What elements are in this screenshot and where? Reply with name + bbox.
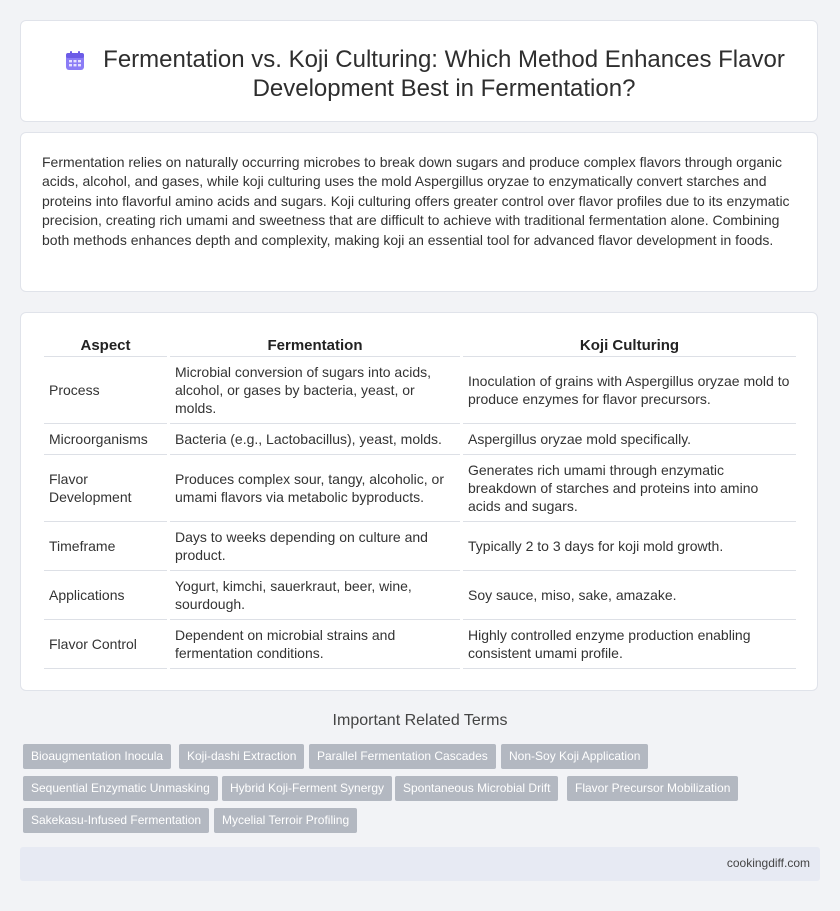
table-row <box>44 424 796 455</box>
table-row <box>44 620 796 669</box>
table-cell: Inoculation of grains with Aspergillus oryzae mold to produce enzymes for flavor precursors. <box>463 357 796 424</box>
footer-site-link[interactable]: cookingdiff.com <box>726 856 810 870</box>
table-cell: Bacteria (e.g., Lactobacillus), yeast, molds. <box>170 424 460 455</box>
table-cell: Flavor Control <box>44 620 167 669</box>
title-card <box>20 20 818 122</box>
table-cell: Produces complex sour, tangy, alcoholic, or umami flavors via metabolic byproducts. <box>170 455 460 522</box>
table-cell: Aspergillus oryzae mold specifically. <box>463 424 796 455</box>
related-term-tag[interactable]: Bioaugmentation Inocula <box>23 744 171 769</box>
table-cell: Timeframe <box>44 522 167 571</box>
related-term-tag[interactable]: Parallel Fermentation Cascades <box>309 744 496 769</box>
table-cell: Yogurt, kimchi, sauerkraut, beer, wine, sourdough. <box>170 571 460 620</box>
table-cell: Generates rich umami through enzymatic breakdown of starches and proteins into amino acids and sugars. <box>463 455 796 522</box>
table-cell: Process <box>44 357 167 424</box>
table-cell: Typically 2 to 3 days for koji mold growth. <box>463 522 796 571</box>
table-row <box>44 522 796 571</box>
table-row <box>44 455 796 522</box>
related-term-tag[interactable]: Sakekasu-Infused Fermentation <box>23 808 209 833</box>
table-cell: Soy sauce, miso, sake, amazake. <box>463 571 796 620</box>
header-fermentation: Fermentation <box>170 334 460 357</box>
related-term-tag[interactable]: Mycelial Terroir Profiling <box>214 808 357 833</box>
table-cell: Days to weeks depending on culture and product. <box>170 522 460 571</box>
related-term-tag[interactable]: Sequential Enzymatic Unmasking <box>23 776 218 801</box>
related-term-tag[interactable]: Spontaneous Microbial Drift <box>395 776 558 801</box>
related-term-tag[interactable]: Hybrid Koji-Ferment Synergy <box>222 776 392 801</box>
table-cell: Applications <box>44 571 167 620</box>
intro-card <box>20 132 818 292</box>
table-cell: Dependent on microbial strains and fermentation conditions. <box>170 620 460 669</box>
table-cell: Microbial conversion of sugars into acids, alcohol, or gases by bacteria, yeast, or molds. <box>170 357 460 424</box>
table-cell: Flavor Development <box>44 455 167 522</box>
related-term-tag[interactable]: Non-Soy Koji Application <box>501 744 648 769</box>
header-koji-culturing: Koji Culturing <box>463 334 796 357</box>
table-cell: Highly controlled enzyme production enabling consistent umami profile. <box>463 620 796 669</box>
comparison-table <box>41 334 799 669</box>
related-term-tag[interactable]: Flavor Precursor Mobilization <box>567 776 738 801</box>
table-header-row <box>44 334 796 357</box>
intro-paragraph: Fermentation relies on naturally occurring microbes to break down sugars and produce complex flavors through organic acids, alcohol, and gases, while koji culturing uses the mold Aspergillus oryzae to enzymatically convert starches and proteins into flavorful amino acids and sugars. Koji culturing offers greater control over flavor profiles due to its enzymatic precision, creating rich umami and sweetness that are difficult to achieve with traditional fermentation alone. Combining both methods enhances depth and complexity, making koji an essential tool for advanced flavor development in foods. <box>42 154 790 248</box>
page-title: Fermentation vs. Koji Culturing: Which Method Enhances Flavor Development Best in Fermentation? <box>103 46 785 102</box>
related-terms-title: Important Related Terms <box>332 712 508 729</box>
header-aspect: Aspect <box>44 334 167 357</box>
table-row <box>44 571 796 620</box>
table-row <box>44 357 796 424</box>
footer <box>20 847 820 881</box>
calendar-icon <box>63 49 87 73</box>
related-term-tag[interactable]: Koji-dashi Extraction <box>179 744 304 769</box>
comparison-card <box>20 312 818 691</box>
table-cell: Microorganisms <box>44 424 167 455</box>
